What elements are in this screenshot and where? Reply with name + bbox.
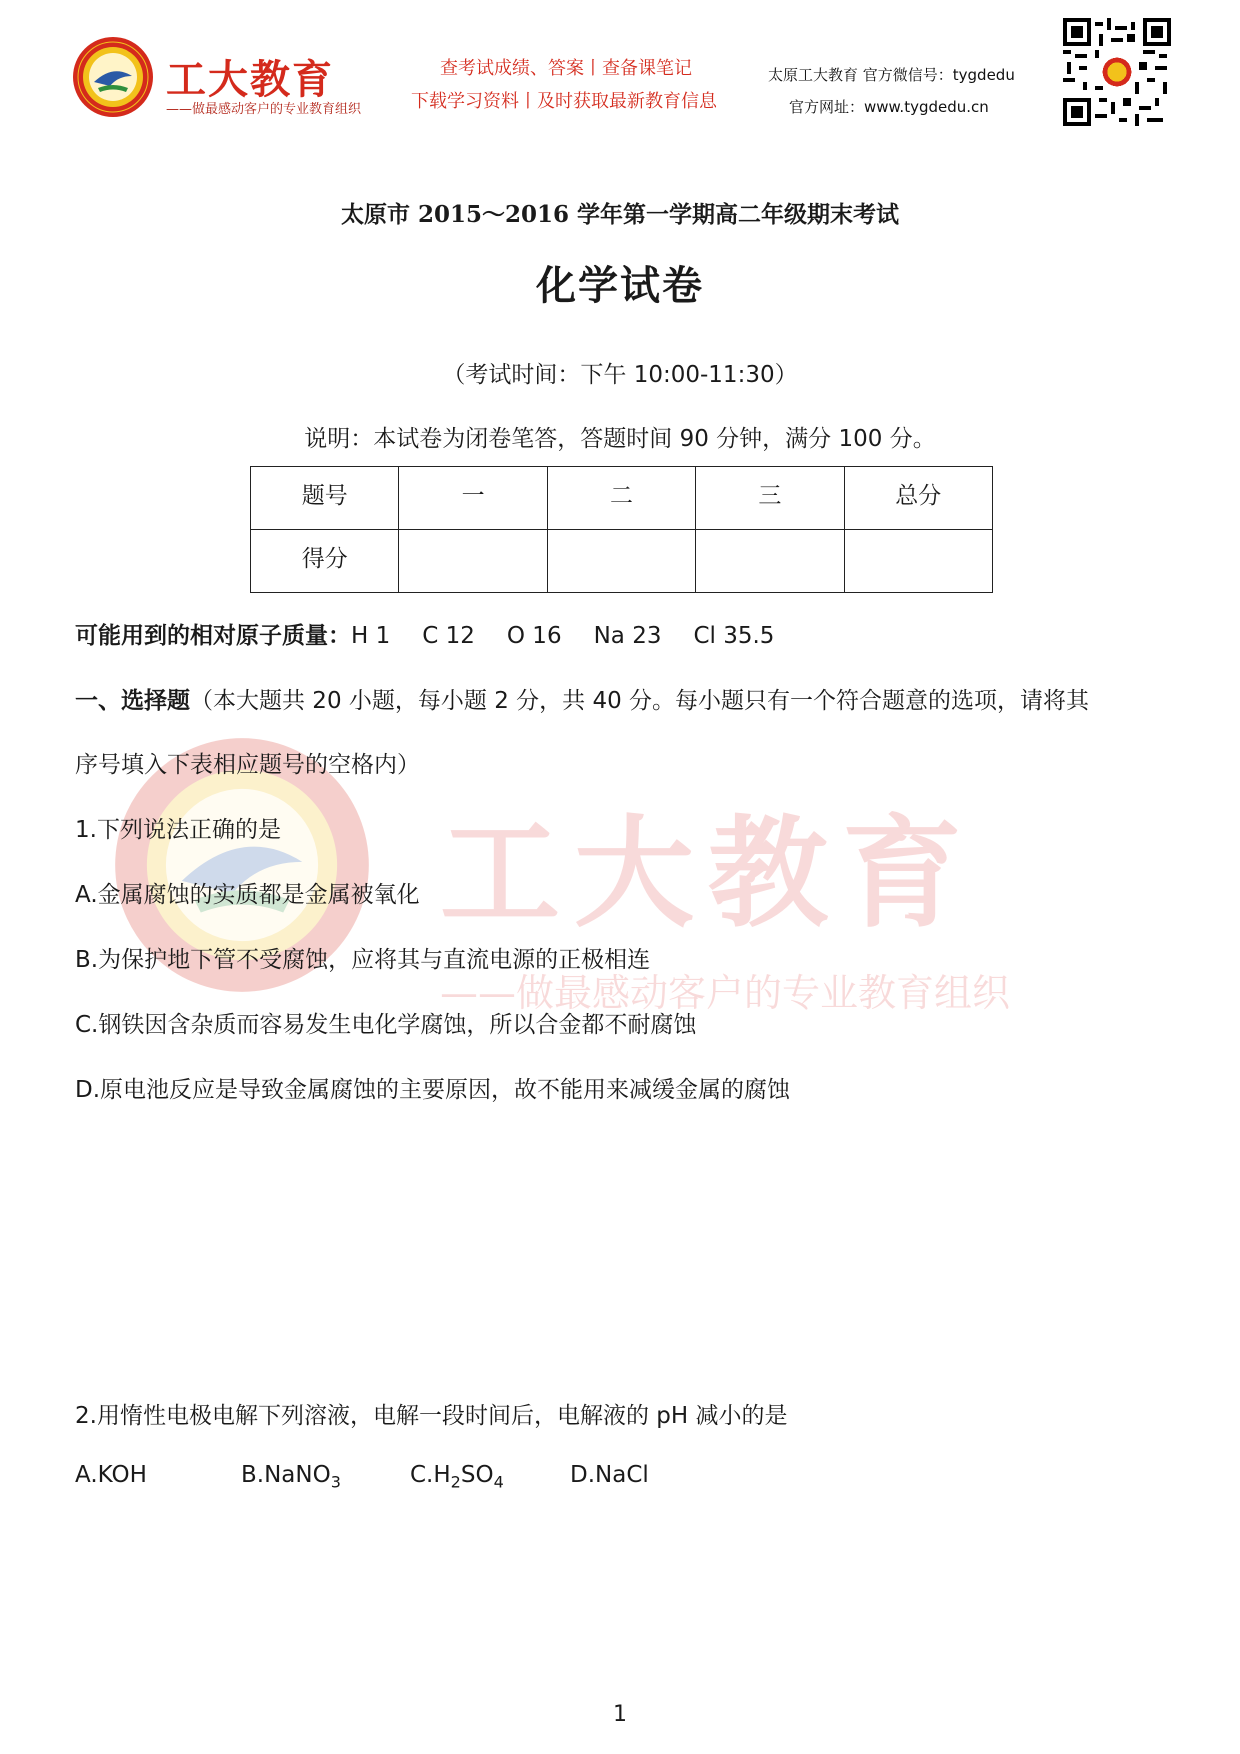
exam-title: 化学试卷 bbox=[536, 262, 704, 309]
question-1-option-b: B.为保护地下管不受腐蚀，应将其与直流电源的正极相连 bbox=[75, 947, 651, 973]
brand-slogan: ——做最感动客户的专业教育组织 bbox=[166, 102, 362, 117]
score-table-cell: 得分 bbox=[251, 530, 399, 593]
brand-name: 工大教育 bbox=[166, 57, 334, 103]
section1-instruction-part1: （本大题共 20 小题，每小题 2 分，共 40 分。每小题只有一个符合题意的选项，请将其 bbox=[190, 688, 1090, 714]
question-2-options bbox=[75, 1462, 775, 1494]
section1-heading: 一、选择题 bbox=[75, 688, 190, 714]
brand-seal-logo bbox=[72, 36, 154, 118]
score-table-cell: 二 bbox=[547, 467, 695, 530]
question-2-option-d: D.NaCl bbox=[570, 1462, 649, 1488]
score-table-score-row bbox=[251, 530, 993, 593]
atomic-mass-item: H 1 bbox=[351, 623, 391, 649]
watermark-slogan: ——做最感动客户的专业教育组织 bbox=[440, 971, 1011, 1015]
score-input-cell[interactable] bbox=[399, 530, 547, 593]
score-table-cell: 一 bbox=[399, 467, 547, 530]
atomic-mass-item: Na 23 bbox=[593, 623, 662, 649]
question-2-option-a: A.KOH bbox=[75, 1462, 147, 1488]
watermark-brand: 工大教育 bbox=[440, 805, 976, 944]
header-contact-wechat: 太原工大教育 官方微信号：tygdedu bbox=[768, 66, 1015, 84]
score-table-cell: 三 bbox=[696, 467, 844, 530]
header-links-line1: 查考试成绩、答案丨查备课笔记 bbox=[440, 58, 692, 79]
section1-instruction bbox=[75, 682, 1089, 715]
question-2-option-b: B.NaNO$_3$ bbox=[241, 1462, 341, 1492]
question-1-stem: 1.下列说法正确的是 bbox=[75, 817, 281, 843]
atomic-mass-item: O 16 bbox=[506, 623, 562, 649]
score-input-cell[interactable] bbox=[547, 530, 695, 593]
question-2-stem: 2.用惰性电极电解下列溶液，电解一段时间后，电解液的 pH 减小的是 bbox=[75, 1403, 788, 1429]
atomic-mass-item: Cl 35.5 bbox=[693, 623, 775, 649]
score-table-cell: 题号 bbox=[251, 467, 399, 530]
atomic-mass-item: C 12 bbox=[422, 623, 475, 649]
exam-subtitle: 太原市 2015～2016 学年第一学期高二年级期末考试 bbox=[340, 201, 900, 228]
exam-time: （考试时间：下午 10:00-11:30） bbox=[442, 362, 798, 388]
question-1-option-d: D.原电池反应是导致金属腐蚀的主要原因，故不能用来减缓金属的腐蚀 bbox=[75, 1077, 791, 1103]
score-input-cell[interactable] bbox=[696, 530, 844, 593]
page-number: 1 bbox=[613, 1702, 627, 1727]
score-table bbox=[250, 466, 993, 593]
score-table-header-row bbox=[251, 467, 993, 530]
atomic-mass-line bbox=[75, 617, 806, 650]
score-table-cell: 总分 bbox=[844, 467, 992, 530]
header-contact-website: 官方网址：www.tygdedu.cn bbox=[789, 98, 989, 116]
question-1-option-c: C.钢铁因含杂质而容易发生电化学腐蚀，所以合金都不耐腐蚀 bbox=[75, 1012, 697, 1038]
question-1-option-a: A.金属腐蚀的实质都是金属被氧化 bbox=[75, 882, 420, 908]
header-links-line2: 下载学习资料丨及时获取最新教育信息 bbox=[411, 91, 717, 112]
atomic-mass-label: 可能用到的相对原子质量： bbox=[75, 623, 351, 649]
score-input-cell[interactable] bbox=[844, 530, 992, 593]
qr-code-icon bbox=[1063, 18, 1171, 126]
exam-note: 说明：本试卷为闭卷笔答，答题时间 90 分钟，满分 100 分。 bbox=[304, 426, 936, 452]
question-2-option-c: $C.H_2SO_4$ bbox=[410, 1462, 504, 1492]
section1-instruction-part2: 序号填入下表相应题号的空格内） bbox=[75, 752, 420, 778]
